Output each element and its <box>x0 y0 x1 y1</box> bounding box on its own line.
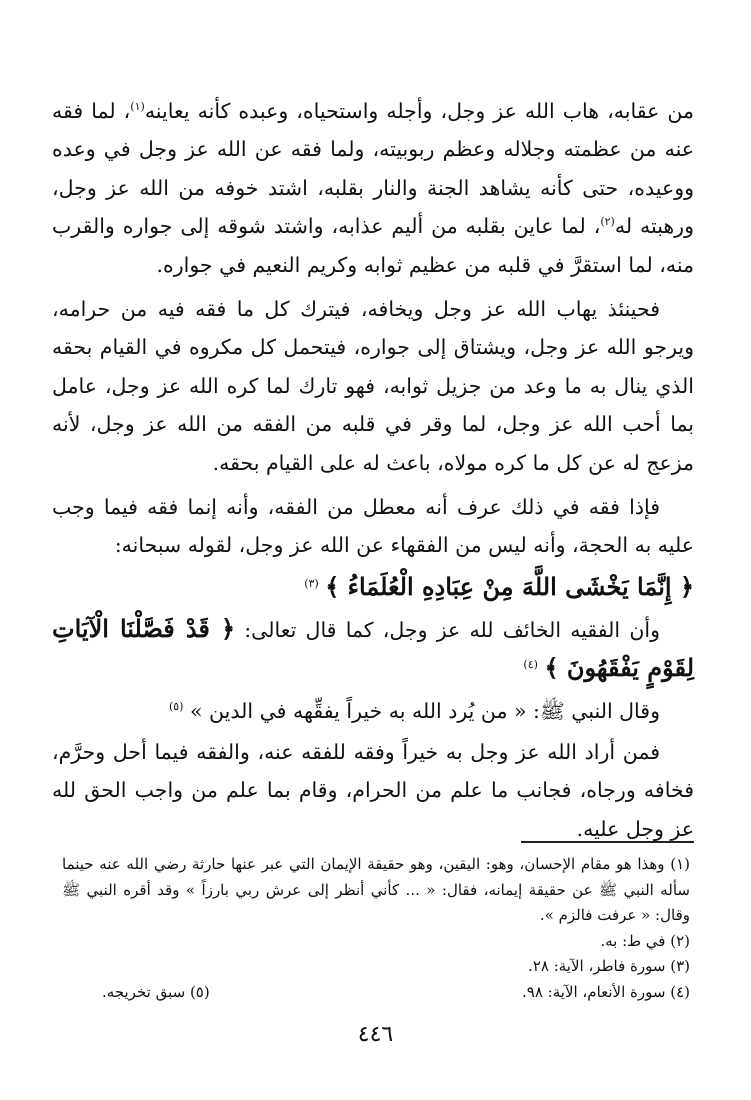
footnote-5: (٥) سبق تخريجه. <box>102 982 210 1001</box>
footnote-4: (٤) سورة الأنعام، الآية: ٩٨. <box>522 982 690 1001</box>
footnote-3: (٣) سورة فاطر، الآية: ٢٨. <box>528 957 690 975</box>
footnotes <box>62 852 690 1005</box>
hadith-text: « من يُرد الله به خيراً يفقِّهه في الدين » <box>189 698 527 723</box>
footnote-ref: (٥) <box>168 699 184 713</box>
paragraph <box>52 610 694 689</box>
footnote-1: (١) وهذا هو مقام الإحسان، وهو: اليقين، وهو حقيقة الإيمان التي عبر عنها حارثة رضي الله عنه حينما سأله النبي ﷺ عن حقيقة إيمانه، فقال: « ... كأني أنظر إلى عرش ربي بارزاً » وقد أقره النبي ﷺ وقال: « عرفت فالزم ». <box>62 855 690 924</box>
footnote-row <box>62 980 690 1006</box>
paragraph: فمن أراد الله عز وجل به خيراً وفقه للفقه عنه، والفقه فيما أحل وحرَّم، فخافه ورجاه، فجانب ما علم من الحرام، وقام بما علم من واجب الحق لله عز وجل عليه. <box>52 739 694 841</box>
footnote-ref: (٢) <box>600 215 615 229</box>
footnote-divider <box>521 841 694 843</box>
text-run: ، لما فقه عنه من عظمته وجلاله وعظم ربوبيته، ولما فقه عن الله عز وجل في وعده ووعيده، حتى كأنه يشاهد الجنة والنار بقلبه، اشتد خوفه من الله عز وجل، ورهبته له <box>52 99 694 239</box>
paragraph-intro: وأن الفقيه الخائف لله عز وجل، كما قال تعالى: <box>244 617 660 642</box>
text-run: فحينئذ يهاب الله عز وجل ويخافه، فيترك كل ما فقه فيه من حرامه، ويرجو الله عز وجل، ويشتاق إلى جواره، فيتحمل كل مكروه في القيام بحقه الذي ينال به ما وعد من جزيل ثوابه، فهو تارك لما كره الله عز وجل، عامل بما أحب الله عز وجل، لما وقر في قلبه من الفقه من الله عز وجل، لأنه مزعج له عن كل ما كره مولاه، باعث له على القيام بحقه. <box>52 297 694 475</box>
paragraph <box>52 488 694 565</box>
verse-text: ﴿ إِنَّمَا يَخْشَى اللَّهَ مِنْ عِبَادِهِ الْعُلَمَاءُ ﴾ <box>325 571 694 601</box>
paragraph <box>52 92 694 284</box>
paragraph <box>52 290 694 482</box>
footnote-2: (٢) في ط: به. <box>600 931 690 950</box>
hadith-intro: وقال النبي ﷺ: <box>533 698 660 723</box>
main-text <box>52 92 694 848</box>
hadith-line <box>52 689 694 733</box>
text-run: فإذا فقه في ذلك عرف أنه معطل من الفقه، وأنه إنما فقه فيما وجب عليه به الحجة، وأنه ليس من الفقهاء عن الله عز وجل، لقوله سبحانه: <box>52 495 694 558</box>
text-run: ، لما عاين بقلبه من أليم عذابه، واشتد شوقه إلى جواره والقرب منه، لما استقرَّ في قلبه من عظيم ثوابه وكريم النعيم في جواره. <box>52 214 694 277</box>
footnote-ref: (٣) <box>304 577 319 591</box>
text-run: من عقابه، هاب الله عز وجل، وأجله واستحياه، وعبده كأنه يعاينه <box>144 99 694 123</box>
footnote-ref: (٤) <box>523 658 538 672</box>
page-number: ٤٤٦ <box>357 1022 394 1047</box>
quran-verse-2: ﴿ قَدْ فَصَّلْنَا الْآيَاتِ لِقَوْمٍ يَفْقَهُونَ ﴾ <box>52 613 694 683</box>
quran-verse-1 <box>52 565 694 610</box>
footnote-ref: (١) <box>130 100 145 114</box>
